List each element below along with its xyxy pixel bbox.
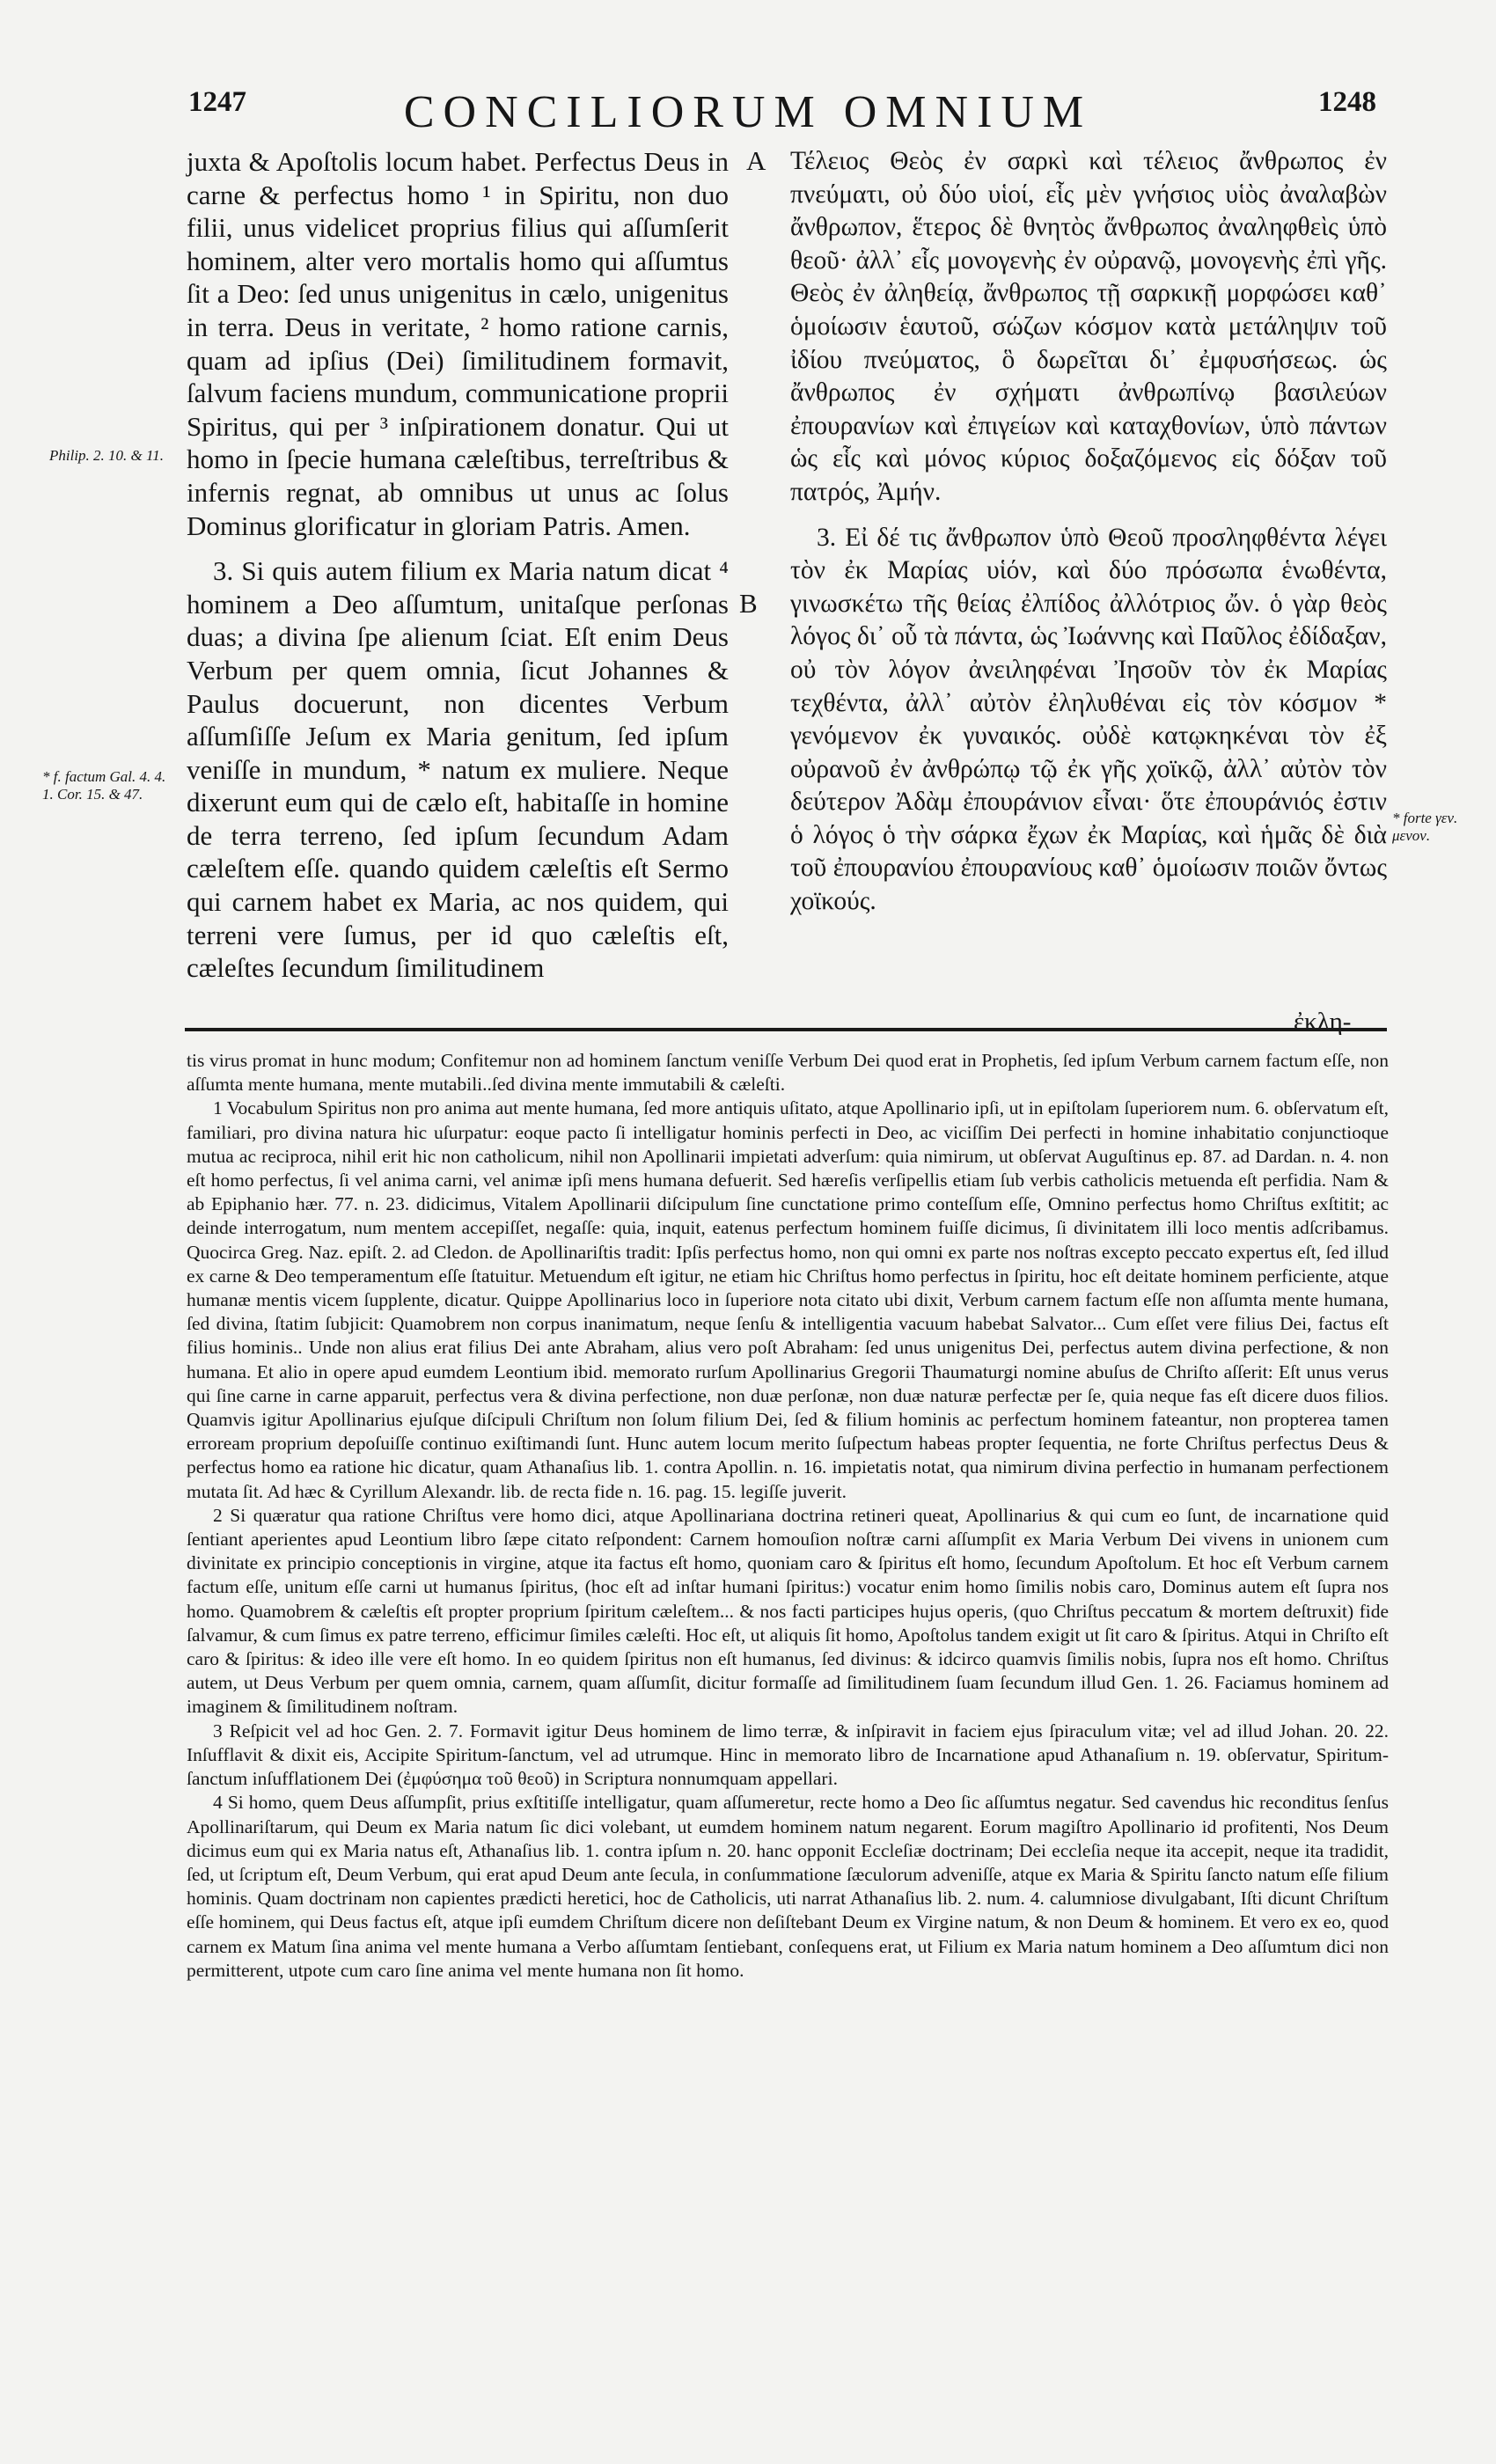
- margin-note-left-1: Philip. 2. 10. & 11.: [49, 447, 165, 464]
- footnote-2: 2 Si quæratur qua ratione Chriſtus vere homo dici, atque Apollinariana doctrina retineri queat, Apollinarius & qui cum eo ſunt, de incarnatione quid ſentiant aperientes apud Leontium libro ſæpe citato reſpondent: Carnem homouſion noſtræ carni aſſumpſit ex Maria Verbum Dei vivens in unionem cum divinitate ex principio conceptionis in virgine, atque ita factus eſt homo, quoniam caro & ſpiritus eſt homo, ſecundum Apoſtolum. Et hoc eſt Verbum carnem factum eſſe, unitum eſſe carni ut humanus ſpiritus, (hoc eſt ad inſtar humani ſpiritus:) vocatur enim homo ſimilis nobis caro, Dominus autem eſt ſupra nos homo. Quamobrem & cæleſtis eſt propter proprium ſpiritum cæleſtem... & nos facti participes hujus operis, (quo Chriſtus peccatum & mortem deſtruxit) fide ſalvamur, & cum ſimus ex patre terreno, efficimur ſimiles cæleſti. Hoc eſt, ut aliquis ſit homo, Apoſtolus tandem exigit ut ſit caro & ſpiritus. Atqui in Chriſto eſt caro & ſpiritus: & ideo ille vere eſt homo. In eo quidem ſpiritus non eſt humanus, ſed divinus: & idcirco quamvis ſimilis nobis, ſupra nos eſt homo. Chriſtus autem, ut Deus Verbum per quem omnia, carnem, quam aſſumſit, dicitur formaſſe ad ſimilitudinem ſuam ſecundum illud Gen. 1. 26. Faciamus hominem ad imaginem & ſimilitudinem noſtram.: [187, 1504, 1389, 1718]
- running-title: CONCILIORUM OMNIUM: [403, 87, 1093, 137]
- footnote-3: 3 Reſpicit vel ad hoc Gen. 2. 7. Formavit igitur Deus hominem de limo terræ, & inſpiravit in faciem ejus ſpiraculum vitæ; vel ad illud Johan. 20. 22. Inſufflavit & dixit eis, Accipite Spiritum-ſanctum, vel ad utrumque. Hinc in memorato libro de Incarnatione apud Athanaſium n. 19. obſervatur, Spiritum-ſanctum inſufflationem Dei (ἐμφύσημα τοῦ θεοῦ) in Scriptura nonnumquam appellari.: [187, 1720, 1389, 1790]
- catchword: ἐκλη-: [1294, 1008, 1352, 1036]
- section-marker-a: A: [746, 145, 766, 176]
- greek-paragraph-1: Τέλειος Θεὸς ἐν σαρκὶ καὶ τέλειος ἄνθρωπος ἐν πνεύματι, οὐ δύο υἱοί, εἷς μὲν γνήσιος υἱὸς ἀναλαβὼν ἄνθρωπον, ἕτερος δὲ θνητὸς ἄνθρωπος ἀναληφθεὶς ὑπὸ θεοῦ· ἀλλ᾽ εἷς μονογενὴς ἐν οὐρανῷ, μονογενὴς ἐπὶ γῆς. Θεὸς ἐν ἀληθείᾳ, ἄνθρωπος τῇ σαρκικῇ μορφώσει καθ᾽ ὁμοίωσιν ἑαυτοῦ, σώζων κόσμον κατὰ μετάληψιν τοῦ ἰδίου πνεύματος, ὃ δωρεῖται δι᾽ ἐμφυσήσεως. ὡς ἄνθρωπος ἐν σχήματι ἀνθρωπίνῳ βασιλεύων ἐπουρανίων καὶ ἐπιγείων καὶ καταχθονίων, ὑπὸ πάντων ὡς εἷς καὶ μόνος κύριος δοξαζόμενος εἰς δόξαν τοῦ πατρός, Ἀμήν.: [790, 147, 1387, 506]
- section-marker-b: B: [739, 588, 758, 619]
- page-number-left: 1247: [188, 86, 246, 118]
- footnote-divider: [185, 1028, 1387, 1031]
- margin-note-right-1: * forte γεν. μενον.: [1392, 810, 1458, 844]
- latin-column: [187, 145, 729, 985]
- latin-paragraph-1: juxta & Apoſtolis locum habet. Perfectus Deus in carne & perfectus homo ¹ in Spiritu, non duo filii, unus videlicet proprius filius qui aſſumſerit hominem, alter vero mortalis homo qui aſſumtus ſit a Deo: ſed unus unigenitus in cælo, unigenitus in terra. Deus in veritate, ² homo ratione carnis, quam ad ipſius (Dei) ſimilitudinem formavit, ſalvum faciens mundum, communicatione proprii Spiritus, qui per ³ inſpirationem donatur. Qui ut homo in ſpecie humana cæleſtibus, terreſtribus & infernis regnat, ab omnibus ut unus ac ſolus Dominus glorificatur in gloriam Patris. Amen.: [187, 146, 729, 541]
- footnote-continuation: tis virus promat in hunc modum; Confitemur non ad hominem ſanctum veniſſe Verbum Dei quod erat in Prophetis, ſed ipſum Verbum carnem factum eſſe, non aſſumta mente humana, mente mutabili..ſed divina mente immutabili & cæleſti.: [187, 1050, 1389, 1096]
- greek-paragraph-2: 3. Εἰ δέ τις ἄνθρωπον ὑπὸ Θεοῦ προσληφθέντα λέγει τὸν ἐκ Μαρίας υἱόν, καὶ δύο πρόσωπα ἑνωθέντα, γινωσκέτω τῆς θείας ἐλπίδος ἀλλότριος ὤν. ὁ γὰρ θεὸς λόγος δι᾽ οὗ τὰ πάντα, ὡς Ἰωάννης καὶ Παῦλος ἐδίδαξαν, οὐ τὸν λόγον ἀνειληφέναι Ἰησοῦν τὸν ἐκ Μαρίας τεχθέντα, ἀλλ᾽ αὐτὸν ἐληλυθέναι εἰς τὸν κόσμον * γενόμενον ἐκ γυναικός. οὐδὲ κατῳκηκέναι τὸν ἐξ οὐρανοῦ ἐν ἀνθρώπῳ τῷ ἐκ γῆς χοϊκῷ, ἀλλ᾽ αὐτὸν τὸν δεύτερον Ἀδὰμ ἐπουράνιον εἶναι· ὅτε ἐπουράνιός ἐστιν ὁ λόγος ὁ τὴν σάρκα ἔχων ἐκ Μαρίας, καὶ ἡμᾶς δὲ διὰ τοῦ ἐπουρανίου ἐπουρανίους καθ᾽ ὁμοίωσιν ποιῶν ὄντως χοϊκούς.: [790, 523, 1387, 916]
- margin-note-left-2: * f. factum Gal. 4. 4. 1. Cor. 15. & 47.: [42, 768, 166, 803]
- page-number-right: 1248: [1318, 86, 1376, 118]
- footnotes-block: [187, 1049, 1389, 1983]
- latin-paragraph-2: 3. Si quis autem filium ex Maria natum dicat ⁴ hominem a Deo aſſumtum, unitaſque perſonas duas; a divina ſpe alienum ſciat. Eſt enim Deus Verbum per quem omnia, ſicut Johannes & Paulus docuerunt, non dicentes Verbum aſſumſiſſe Jeſum ex Maria genitum, ſed ipſum veniſſe in mundum, * natum ex muliere. Neque dixerunt eum qui de cælo eſt, habitaſſe in homine de terra terreno, ſed ipſum ſecundum Adam cæleſtem eſſe. quando quidem cæleſtis eſt Sermo qui carnem habet ex Maria, ac nos quidem, qui terreni vere ſumus, per id quo cæleſtis eſt, cæleſtes ſecundum ſimilitudinem: [187, 555, 729, 984]
- footnote-4: 4 Si homo, quem Deus aſſumpſit, prius exſtitiſſe intelligatur, quam aſſumeretur, recte homo a Deo ſic aſſumtus negatur. Sed cavendus hic reconditus ſenſus Apollinariſtarum, qui Deum ex Maria natum ſic dici volebant, ut eumdem hominem natum negarent. Eorum magiſtro Apollinario id profitenti, Nos Deum dicimus eum qui ex Maria natus eſt, Athanaſius lib. 1. contra ipſum n. 20. hanc opponit Eccleſiæ doctrinam; Dei eccleſia neque ita accepit, neque ita tradidit, ſed, ut ſcriptum eſt, Deum Verbum, qui erat apud Deum ante ſecula, in conſummatione ſæculorum adveniſſe, atque ex Maria & Spiritu ſancto natum eſſe filium hominis. Quam doctrinam non capientes prædicti heretici, hoc de Catholicis, uti narrat Athanaſius lib. 2. num. 4. calumniose divulgabant, Iſti dicunt Chriſtum eſſe hominem, qui Deus factus eſt, atque ipſi eumdem Chriſtum dicere non deſiſtebant Deum ex Virgine natum, & non Deum & hominem. Et vero ex eo, quod carnem ex Matum ſina anima vel mente humana a Verbo aſſumtam ſentiebant, conſequens erat, ut Filium ex Maria natum hominem a Deo aſſumtum dici non permitterent, utpote cum caro ſine anima vel mente humana non ſit homo.: [187, 1792, 1389, 1981]
- footnote-1: 1 Vocabulum Spiritus non pro anima aut mente humana, ſed more antiquis uſitato, atque Apollinario ipſi, ut in epiſtolam ſuperiorem num. 6. obſervatum eſt, familiari, pro divina natura hic uſurpatur: eoque pacto ſi intelligatur hominis perfecti in Deo, ac viciſſim Dei perfecti in homine inhabitatio conjunctioque mutua ac reciproca, nihil erit hic non catholicum, nihil non Apollinarii impietati adverſum: quia nimirum, ut obſervat Auguſtinus ep. 87. ad Dardan. n. 4. non eſt homo perfectus, ſi vel anima carni, vel animæ ipſi mens humana defuerit. Sed hæreſis verſipellis etiam ſub verbis catholicis metuenda eſt perfidia. Nam & ab Epiphanio hær. 77. n. 23. didicimus, Vitalem Apollinarii diſcipulum ſine cunctatione primo conteſſum eſſe, Omnino perfectus homo Chriſtus exſtitit; ac deinde interrogatum, num mentem accepiſſet, negaſſe: quia, inquit, eatenus perfectum hominem fuiſſe dicimus, ſi divinitatem illi loco mentis adſcribamus. Quocirca Greg. Naz. epiſt. 2. ad Cledon. de Apollinariſtis tradit: Ipſis perfectus homo, non qui omni ex parte nos noſtras excepto peccato expertus eſt, ſed illud ex carne & Deo temperamentum eſſe ſtatuitur. Metuendum eſt igitur, ne etiam hic Chriſtus homo perfectus in ſpiritu, hoc eſt deitate hominem perficiente, atque humanæ mentis vicem ſupplente, dicatur. Quippe Apollinarius loco in ſuperiore nota citato ubi dixit, Verbum carnem factum eſſe non aſſumta mente humana, ſed divina, ſtatim ſubjicit: Quamobrem non corpus inanimatum, neque ſenſu & intelligentia vacuum habebat Salvator... Cum eſſet vere filius Dei, factus eſt filius hominis.. Unde non alius erat filius Dei ante Abraham, alius vero poſt Abraham: ſed unus unigenitus Dei, perfectus autem divina perfectione, & non humana. Et alio in opere apud eumdem Leontium ibid. memorato rurſum Apollinarius Gregorii Thaumaturgi nomine abuſus de Chriſto aſſerit: Eſt unus verus qui ſine carne in carne apparuit, perfectus vera & divina perfectione, non duæ perſonæ, non duæ naturæ perfectæ per ſe, quia neque fas eſt dicere duos filios. Quamvis igitur Apollinarius ejuſque diſcipuli Chriſtum non ſolum filium Dei, ſed & filium hominis ac perfectum hominem fateantur, non propterea tamen erroream proprium depoſuiſſe continuo exiſtimandi ſunt. Hunc autem locum merito ſuſpectum habeas propter ſequentia, ne forte Chriſtus perfectus Deus & perfectus homo ea ratione hic dicatur, quam Athanaſius lib. 1. contra Apollin. n. 16. impietatis notat, qua nimirum divina perfectio in humanam perfectionem mutata ſit. Ad hæc & Cyrillum Alexandr. lib. de recta fide n. 16. pag. 15. legiſſe juverit.: [187, 1097, 1389, 1502]
- greek-column: [790, 145, 1387, 919]
